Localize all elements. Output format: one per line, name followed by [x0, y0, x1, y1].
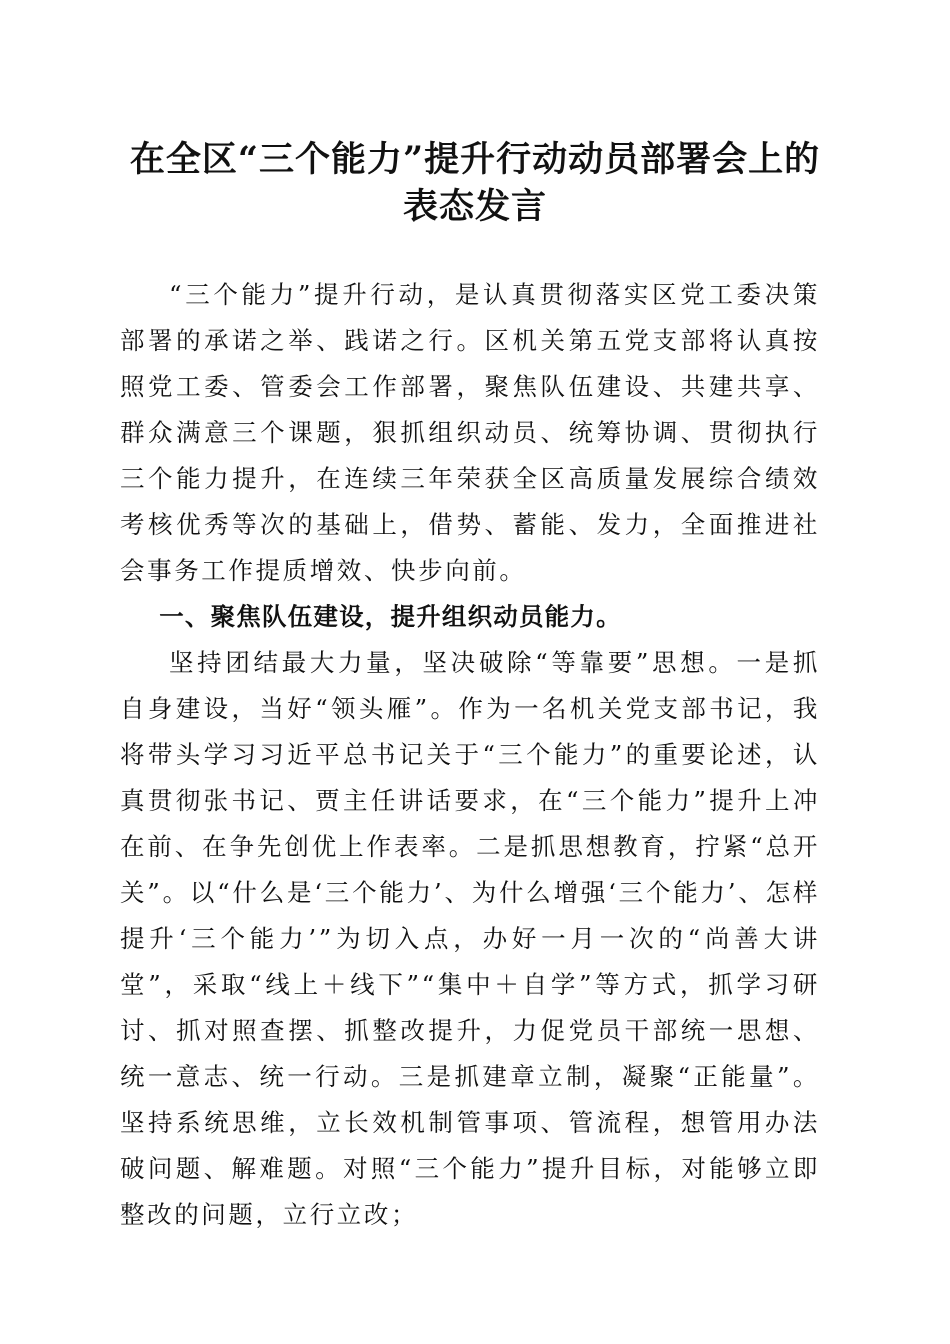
intro-paragraph: “三个能力”提升行动，是认真贯彻落实区党工委决策部署的承诺之举、践诺之行。区机关第五党支部将认真按照党工委、管委会工作部署，聚焦队伍建设、共建共享、群众满意三个课题，狠抓组织动员、统筹协调、贯彻执行三个能力提升，在连续三年荣获全区高质量发展综合绩效考核优秀等次的基础上，借势、蓄能、发力，全面推进社会事务工作提质增效、快步向前。 [120, 280, 820, 585]
document-title [100, 136, 850, 230]
document-body [120, 272, 820, 1238]
title-line-2: 表态发言 [402, 186, 547, 227]
section-heading-1: 一、聚焦队伍建设，提升组织动员能力。 [159, 602, 622, 631]
section-1-paragraph: 坚持团结最大力量，坚决破除“等靠要”思想。一是抓自身建设，当好“领头雁”。作为一名机关党支部书记，我将带头学习习近平总书记关于“三个能力”的重要论述，认真贯彻张书记、贾主任讲话要求，在“三个能力”提升上冲在前、在争先创优上作表率。二是抓思想教育，拧紧“总开关”。以“什么是‘三个能力’、为什么增强‘三个能力’、怎样提升‘三个能力’”为切入点，办好一月一次的“尚善大讲堂”，采取“线上＋线下”“集中＋自学”等方式，抓学习研讨、抓对照查摆、抓整改提升，力促党员干部统一思想、统一意志、统一行动。三是抓建章立制，凝聚“正能量”。坚持系统思维，立长效机制管事项、管流程，想管用办法破问题、解难题。对照“三个能力”提升目标，对能够立即整改的问题，立行立改； [120, 648, 820, 1229]
title-line-1: 在全区“三个能力”提升行动动员部署会上的 [129, 139, 821, 180]
